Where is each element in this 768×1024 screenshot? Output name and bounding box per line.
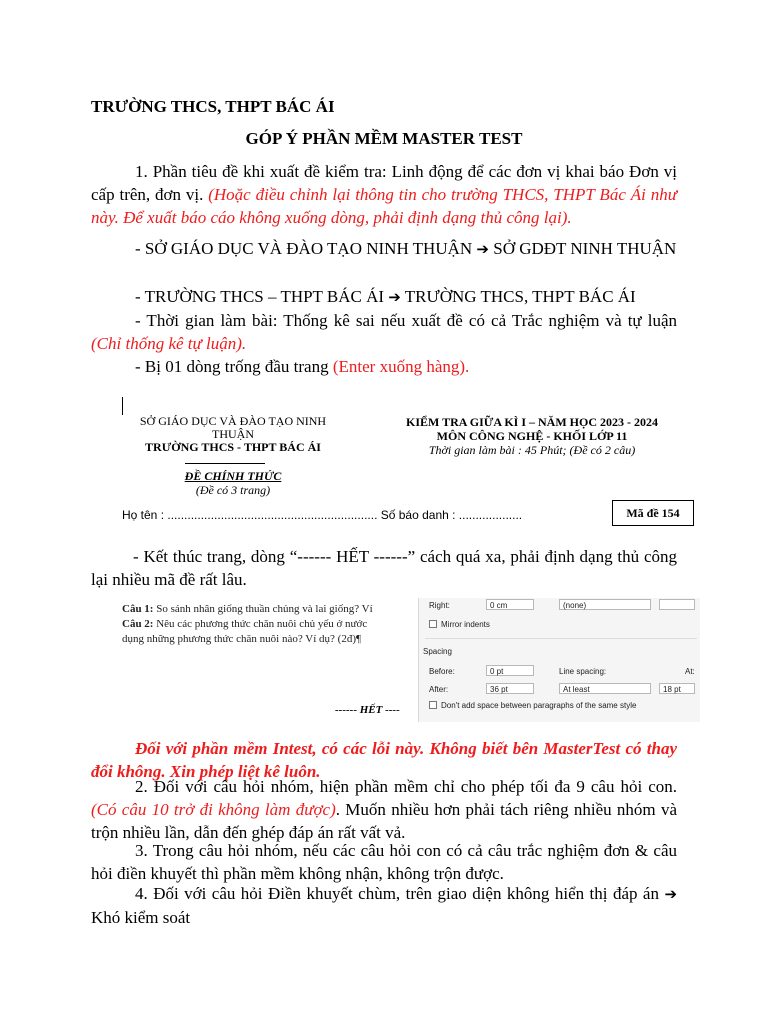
after-input[interactable]: 36 pt — [486, 683, 534, 694]
exam-official: ĐỀ CHÍNH THỨC — [184, 469, 282, 483]
right-indent-input[interactable]: 0 cm — [486, 599, 534, 610]
question-snippet — [122, 602, 422, 647]
item-4-tail: Khó kiểm soát — [91, 908, 191, 927]
exam-pages: (Đề có 3 trang) — [195, 483, 271, 497]
exam-time: Thời gian làm bài : 45 Phút; (Đề có 2 câu) — [428, 443, 636, 457]
item-2-text: 2. Đối với câu hỏi nhóm, hiện phần mềm chỉ cho phép tối đa 9 câu hỏi con. — [135, 777, 677, 796]
item-2-paragraph — [91, 775, 677, 844]
at-label: At: — [685, 667, 695, 676]
right-indent-label: Right: — [429, 601, 450, 610]
item-1-text: 1. Phần tiêu đề khi xuất đề kiểm tra: Linh động để các đơn vị khai báo Đơn vị cấp trên, đơn vị. — [91, 162, 677, 204]
divider — [425, 638, 697, 639]
question-1: Câu 1: So sánh nhân giống thuần chủng và lai giống? Ví — [122, 603, 373, 615]
at-input[interactable]: 18 pt — [659, 683, 695, 694]
exam-header-image — [110, 395, 700, 537]
het-line: ------ HẾT ---- — [335, 704, 400, 716]
bullet-school-to: TRƯỜNG THCS, THPT BÁC ÁI — [400, 287, 636, 306]
spacing-section-label: Spacing — [423, 647, 452, 656]
item-2-note: (Có câu 10 trở đi không làm được) — [91, 800, 336, 819]
arrow-right-icon: ➔ — [388, 288, 401, 306]
question-2: Câu 2: Nêu các phương thức chăn nuôi chủ yếu ở nước — [122, 618, 368, 630]
school-heading: TRƯỜNG THCS, THPT BÁC ÁI — [91, 97, 335, 116]
bullet-dept-from: - SỞ GIÁO DỤC VÀ ĐÀO TẠO NINH THUẬN — [135, 239, 473, 258]
bullet-blank-line — [91, 355, 677, 378]
bullet-dept-to: SỞ GDĐT NINH THUẬN — [489, 239, 677, 258]
exam-official-block — [128, 469, 338, 497]
bullet-blank-note: (Enter xuống hàng). — [332, 357, 470, 376]
item-1-paragraph — [91, 160, 677, 229]
before-label: Before: — [429, 667, 455, 676]
bullet-time-text: - Thời gian làm bài: Thống kê sai nếu xuất đề có cả Trắc nghiệm và tự luận — [135, 311, 677, 330]
divider — [185, 463, 265, 464]
intest-note: Đối với phần mềm Intest, có các lỗi này. Không biết bên MasterTest có thay đổi không. Xin phép liệt kê luôn. — [91, 739, 677, 781]
exam-header-left — [128, 415, 338, 454]
question-2-cont: dụng những phương thức chăn nuôi nào? Ví dụ? (2đ)¶ — [122, 633, 361, 645]
exam-title: KIỂM TRA GIỮA KÌ I – NĂM HỌC 2023 - 2024 — [405, 415, 658, 429]
special-indent-select[interactable]: (none) — [559, 599, 651, 610]
bullet-dept — [91, 237, 677, 261]
exam-header-right — [372, 415, 692, 457]
arrow-right-icon: ➔ — [664, 885, 678, 903]
exam-dept: SỞ GIÁO DỤC VÀ ĐÀO TẠO NINH THUẬN — [139, 414, 327, 441]
paragraph-settings-image — [120, 598, 700, 722]
document-title: GÓP Ý PHẦN MỀM MASTER TEST — [245, 129, 523, 148]
arrow-right-icon: ➔ — [476, 240, 489, 258]
bullet-school — [91, 285, 677, 309]
before-input[interactable]: 0 pt — [486, 665, 534, 676]
bullet-het: - Kết thúc trang, dòng “------ HẾT ------” cách quá xa, phải định dạng thủ công lại nhiều mã đề rất lâu. — [91, 547, 677, 589]
item-3-paragraph: 3. Trong câu hỏi nhóm, nếu các câu hỏi con có cả câu trắc nghiệm đơn & câu hỏi điền khuyết thì phần mềm không nhận, không trộn được. — [91, 841, 677, 883]
bullet-time-note: (Chỉ thống kê tự luận). — [91, 334, 247, 353]
by-input[interactable] — [659, 599, 695, 610]
mirror-indents-label: Mirror indents — [441, 620, 490, 629]
dont-add-space-checkbox[interactable] — [429, 701, 437, 709]
exam-school: TRƯỜNG THCS - THPT BÁC ÁI — [145, 440, 321, 454]
exam-code-box: Mã đề 154 — [612, 500, 694, 526]
mirror-indents-checkbox[interactable] — [429, 620, 437, 628]
exam-subject: MÔN CÔNG NGHỆ - KHỐI LỚP 11 — [436, 429, 628, 443]
item-2-text-cont: . Muốn nhiều hơn phải tách riêng nhiều nhóm và trộn nhiều lần, dẫn đến ghép đáp án rất vất vả. — [91, 800, 677, 842]
item-1-note: (Hoặc điều chỉnh lại thông tin cho trường THCS, THPT Bác Ái như này. Để xuất báo cáo không xuống dòng, phải định dạng thủ công lại). — [91, 185, 677, 227]
item-4-paragraph — [91, 882, 677, 929]
dont-add-space-label: Don't add space between paragraphs of the same style — [441, 701, 637, 710]
text-cursor — [122, 397, 123, 415]
exam-name-line: Họ tên : ............................................................... Số báo danh : ................... — [122, 508, 523, 522]
line-spacing-select[interactable]: At least — [559, 683, 651, 694]
after-label: After: — [429, 685, 449, 694]
line-spacing-label: Line spacing: — [559, 667, 607, 676]
item-4-text: 4. Đối với câu hỏi Điền khuyết chùm, trên giao diện không hiển thị đáp án — [135, 884, 659, 903]
paragraph-dialog — [418, 598, 700, 722]
bullet-time — [91, 309, 677, 355]
bullet-blank-text: - Bị 01 dòng trống đầu trang — [135, 357, 333, 376]
bullet-school-from: - TRƯỜNG THCS – THPT BÁC ÁI — [135, 287, 389, 306]
